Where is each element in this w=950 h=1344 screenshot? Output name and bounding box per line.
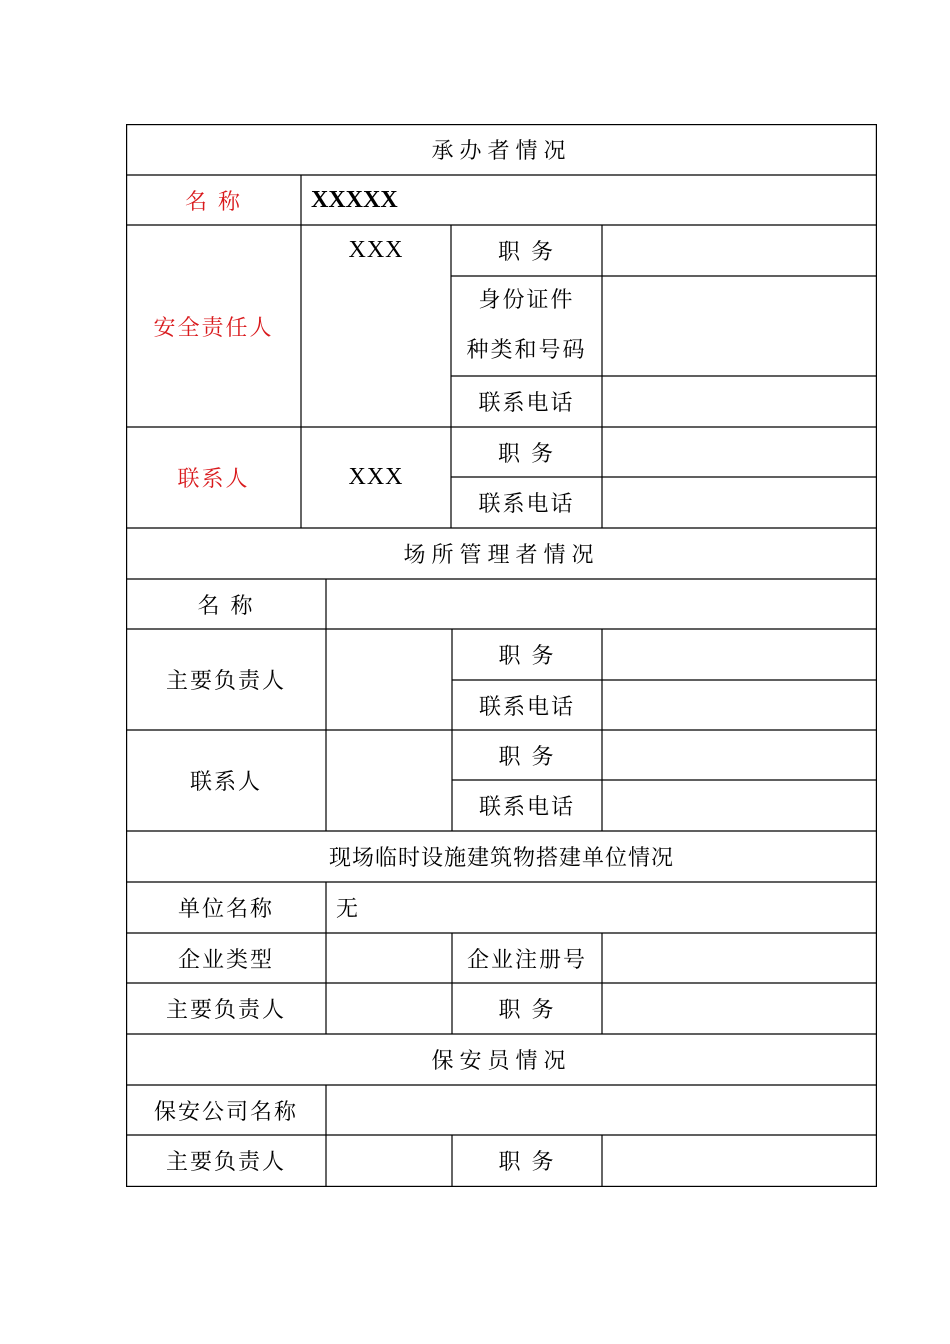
venue-contact-phone-field[interactable] — [602, 780, 877, 831]
organizer-contact-phone-field[interactable] — [602, 477, 877, 528]
organizer-contact-position-label: 职 务 — [498, 441, 555, 467]
builder-head-position-label: 职 务 — [498, 998, 556, 1023]
organizer-heading: 承办者情况 — [431, 139, 572, 164]
safety-officer-position-label: 职 务 — [498, 240, 555, 265]
builder-registration-label: 企业注册号 — [466, 947, 587, 973]
builder-unit-name-label: 单位名称 — [177, 897, 274, 922]
venue-name-label: 名 称 — [197, 593, 255, 619]
venue-head-position-field[interactable] — [602, 629, 877, 680]
venue-name-field[interactable] — [326, 579, 877, 629]
security-head-field[interactable] — [326, 1135, 452, 1186]
venue-contact-position-field[interactable] — [602, 730, 877, 780]
builder-company-type-label: 企业类型 — [177, 947, 274, 973]
security-heading: 保安员情况 — [431, 1049, 572, 1074]
safety-officer-value: XXX — [348, 237, 404, 263]
venue-contact-phone-label: 联系电话 — [478, 795, 575, 820]
organizer-name-value: XXXXX — [311, 186, 398, 213]
builder-registration-field[interactable] — [602, 933, 877, 983]
venue-head-phone-label: 联系电话 — [478, 694, 575, 720]
organizer-contact-label: 联系人 — [177, 467, 250, 492]
builder-head-label: 主要负责人 — [165, 998, 286, 1023]
builder-company-type-field[interactable] — [326, 933, 452, 983]
organizer-name-label: 名 称 — [185, 189, 242, 215]
organizer-contact-value: XXX — [348, 464, 404, 490]
safety-officer-phone-field[interactable] — [602, 376, 877, 427]
builder-unit-name-value: 无 — [336, 897, 361, 922]
builder-head-position-field[interactable] — [602, 983, 877, 1034]
safety-officer-phone-label: 联系电话 — [478, 391, 575, 416]
organizer-contact-phone-label: 联系电话 — [478, 492, 575, 517]
safety-officer-position-field[interactable] — [602, 225, 877, 276]
id-type-number-field[interactable] — [602, 276, 877, 376]
id-type-number-label — [451, 276, 602, 376]
venue-contact-label: 联系人 — [189, 770, 262, 795]
venue-contact-position-label: 职 务 — [498, 744, 556, 770]
venue-head-field[interactable] — [326, 629, 452, 730]
venue-head-label: 主要负责人 — [165, 669, 286, 694]
registration-form-table — [126, 124, 877, 1187]
security-head-position-field[interactable] — [602, 1135, 877, 1186]
security-company-label: 保安公司名称 — [153, 1099, 298, 1125]
builder-head-field[interactable] — [326, 983, 452, 1034]
venue-head-position-label: 职 务 — [498, 644, 556, 669]
security-head-position-label: 职 务 — [498, 1150, 556, 1175]
safety-officer-label: 安全责任人 — [153, 315, 274, 341]
venue-contact-field[interactable] — [326, 730, 452, 831]
venue-manager-heading: 场所管理者情况 — [403, 543, 600, 568]
security-head-label: 主要负责人 — [165, 1150, 286, 1175]
builder-heading: 现场临时设施建筑物搭建单位情况 — [328, 846, 674, 871]
id-label-line1: 身份证件 — [478, 288, 575, 313]
id-label-line2: 种类和号码 — [466, 338, 587, 363]
venue-head-phone-field[interactable] — [602, 680, 877, 730]
security-company-field[interactable] — [326, 1085, 877, 1135]
organizer-contact-position-field[interactable] — [602, 427, 877, 477]
